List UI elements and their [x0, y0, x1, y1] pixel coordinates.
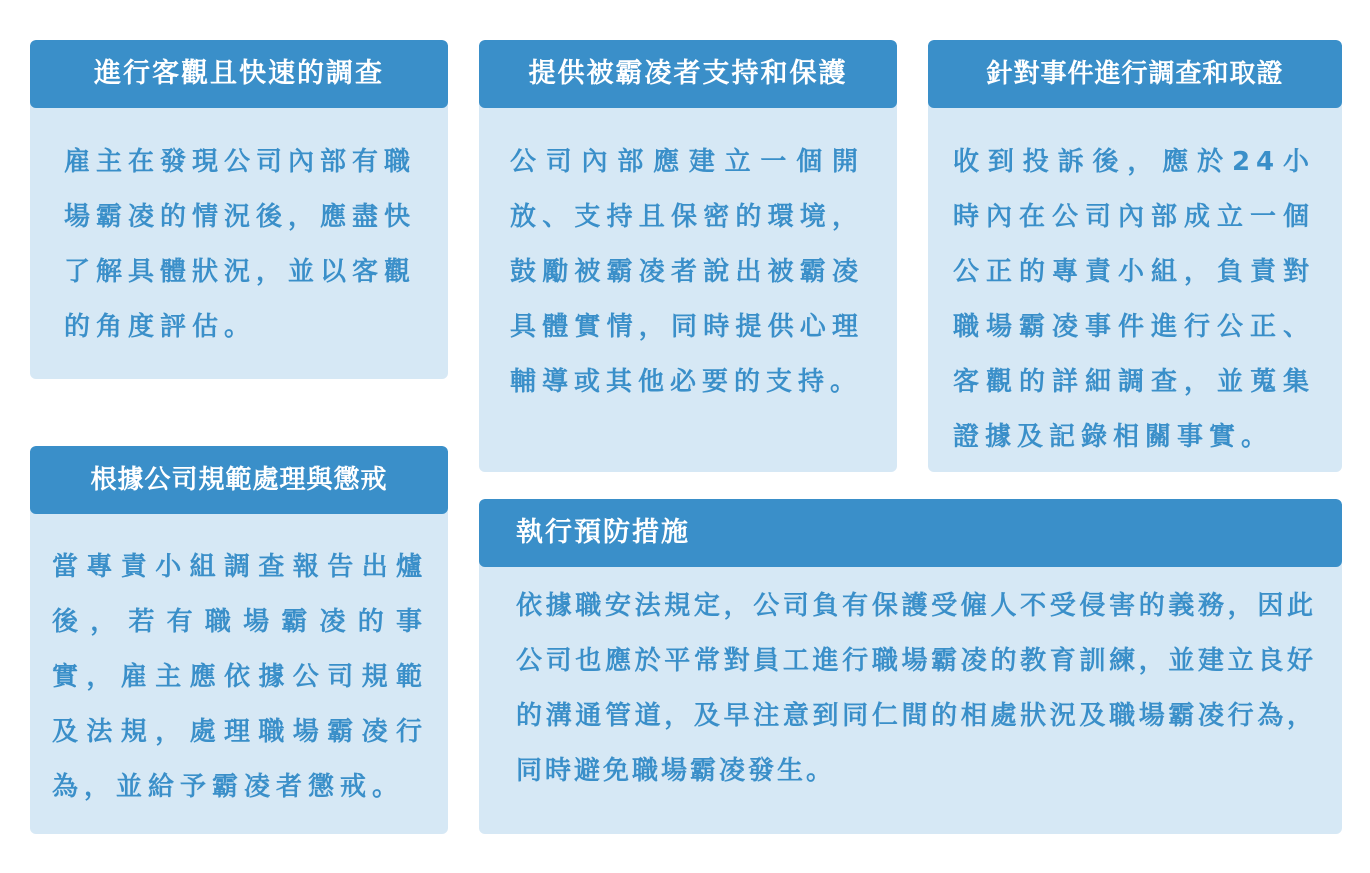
card-prevention [479, 499, 1342, 834]
card-body-text: 當專責小組調查報告出爐後，若有職場霸凌的事實，雇主應依據公司規範及法規，處理職場霸凌行為，並給予霸凌者懲戒。 [52, 552, 428, 802]
card-title: 執行預防措施 [479, 499, 1342, 567]
card-body-text: 收到投訴後，應於24小時內在公司內部成立一個公正的專責小組，負責對職場霸凌事件進行公正、客觀的詳細調查，並蒐集證據及記錄相關事實。 [953, 147, 1315, 452]
card-title: 提供被霸凌者支持和保護 [479, 40, 897, 108]
card-discipline [30, 446, 448, 834]
card-investigation-evidence [928, 40, 1342, 472]
card-title: 針對事件進行調查和取證 [928, 40, 1342, 108]
card-body-text: 依據職安法規定，公司負有保護受僱人不受侵害的義務，因此公司也應於平常對員工進行職場霸凌的教育訓練，並建立良好的溝通管道，及早注意到同仁間的相處狀況及職場霸凌行為，同時避免職場霸凌發生。 [516, 591, 1316, 786]
card-body-text: 雇主在發現公司內部有職場霸凌的情況後，應盡快了解具體狀況，並以客觀的角度評估。 [64, 147, 417, 342]
card-victim-support [479, 40, 897, 472]
card-title: 根據公司規範處理與懲戒 [30, 446, 448, 514]
card-objective-investigation [30, 40, 448, 379]
card-title: 進行客觀且快速的調查 [30, 40, 448, 108]
card-body-text: 公司內部應建立一個開放、支持且保密的環境，鼓勵被霸凌者說出被霸凌具體實情，同時提供心理輔導或其他必要的支持。 [510, 147, 864, 397]
